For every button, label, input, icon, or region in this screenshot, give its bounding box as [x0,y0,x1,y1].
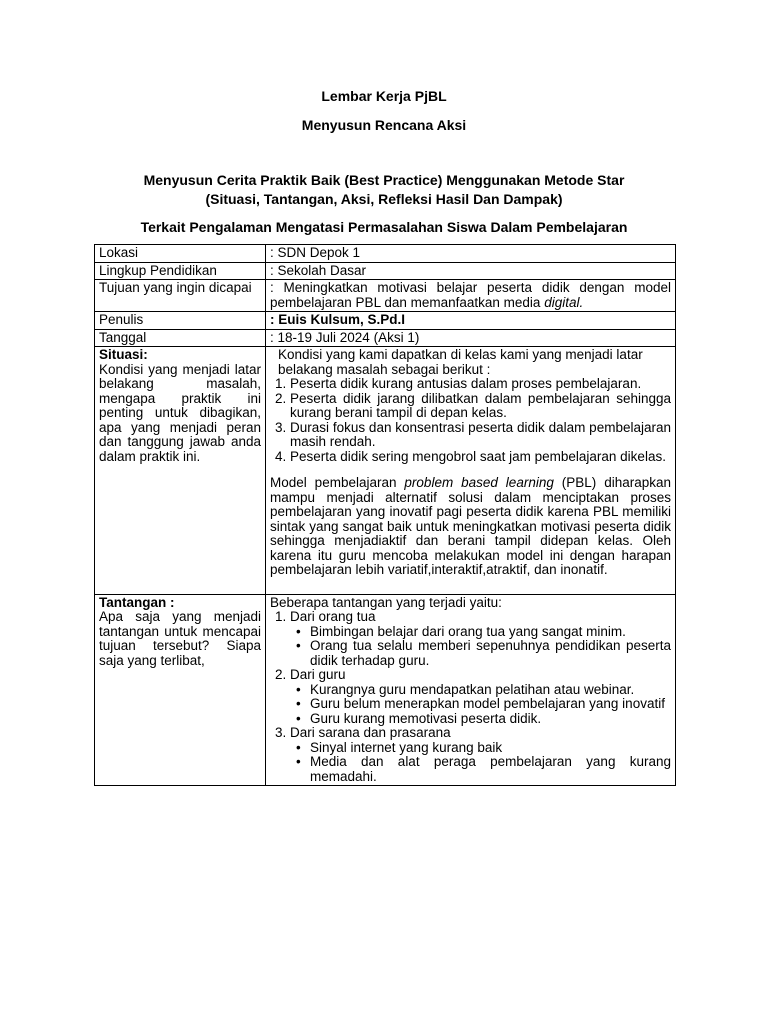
tantangan-group [290,610,671,668]
lingkup-label: Lingkup Pendidikan [95,262,266,280]
tanggal-label: Tanggal [95,329,266,347]
tantangan-left [95,594,266,786]
row-tantangan [95,594,676,786]
tantangan-point: • Media dan alat peraga pembelajaran yang kurang memadahi. [310,755,671,784]
tantangan-prompt: Apa saja yang menjadi tantangan untuk mencapai tujuan tersebut? Siapa saja yang terlibat, [99,609,261,668]
tujuan-value [266,280,676,312]
tantangan-points [290,625,671,669]
topic-heading: Terkait Pengalaman Mengatasi Permasalahan Siswa Dalam Pembelajaran [140,219,628,235]
row-penulis [95,312,676,330]
tujuan-label-text: Tujuan yang ingin dicapai [99,280,252,295]
tantangan-point: • Guru belum menerapkan model pembelajaran yang inovatif [310,697,671,712]
situasi-paragraph [270,476,671,578]
situasi-item: 2. Peserta didik jarang dilibatkan dalam pembelajaran sehingga kurang berani tampil di depan kelas. [290,392,671,421]
tantangan-group-title: Dari sarana dan prasarana [290,725,451,740]
situasi-para-rest: (PBL) diharapkan mampu menjadi alternatif solusi dalam menciptakan proses pembelajaran yang inovatif pagi peserta didik karena PBL memiliki sintak yang sangat baik untuk meningkatkan motivasi peserta didik sehingga menjadiaktif dan berani tampil didepan kelas. Oleh karena itu guru mencoba melakukan model ini dengan harapan pembelajaran lebih variatif,interaktif,atraktif, dan inonatif. [270,475,671,577]
tantangan-point: • Sinyal internet yang kurang baik [310,741,671,756]
row-tujuan [95,280,676,312]
worksheet-subtitle: Menyusun Rencana Aksi [301,117,467,133]
situasi-item: 3. Durasi fokus dan konsentrasi peserta didik dalam pembelajaran masih rendah. [290,421,671,450]
tantangan-points [290,741,671,785]
tantangan-points [290,683,671,727]
tantangan-list [270,610,671,784]
tantangan-group [290,726,671,784]
tantangan-heading: Tantangan : [99,594,175,610]
lokasi-label: Lokasi [95,245,266,263]
row-lingkup [95,262,676,280]
row-lokasi [95,245,676,263]
lingkup-value: : Sekolah Dasar [266,262,676,280]
situasi-prompt: Kondisi yang menjadi latar belakang masalah, mengapa praktik ini penting untuk dibagikan, apa yang menjadi peran dan tanggung jawab anda dalam praktik ini. [99,361,261,464]
situasi-item: 4. Peserta didik sering mengobrol saat jam pembelajaran dikelas. [290,450,671,465]
penulis-value: : Euis Kulsum, S.Pd.I [266,312,676,330]
tanggal-value: : 18-19 Juli 2024 (Aksi 1) [266,329,676,347]
situasi-intro: Kondisi yang kami dapatkan di kelas kami yang menjadi latar belakang masalah sebagai berikut : [278,347,643,377]
tantangan-point: • Kurangnya guru mendapatkan pelatihan atau webinar. [310,683,671,698]
tantangan-intro: Beberapa tantangan yang terjadi yaitu: [270,594,502,610]
star-method-heading-line1: Menyusun Cerita Praktik Baik (Best Practice) Menggunakan Metode Star [143,172,625,188]
tantangan-group [290,668,671,726]
worksheet-title: Lembar Kerja PjBL [321,88,447,104]
star-method-heading-line2: (Situasi, Tantangan, Aksi, Refleksi Hasil Dan Dampak) [205,191,563,207]
tantangan-point: • Guru kurang memotivasi peserta didik. [310,712,671,727]
situasi-para-start: Model pembelajaran [270,475,397,490]
tantangan-point: • Orang tua selalu memberi sepenuhnya pendidikan peserta didik terhadap guru. [310,639,671,668]
situasi-para-italic: problem based learning [404,475,554,490]
penulis-label: Penulis [95,312,266,330]
situasi-left [95,347,266,595]
tantangan-group-title: Dari guru [290,667,346,682]
situasi-heading: Situasi: [99,347,148,362]
action-plan-table [94,244,676,786]
row-situasi [95,347,676,595]
situasi-list [270,377,671,464]
tantangan-group-title: Dari orang tua [290,609,376,624]
tujuan-label [95,280,266,312]
lokasi-value: : SDN Depok 1 [266,245,676,263]
row-tanggal [95,329,676,347]
tantangan-right [266,594,676,786]
tujuan-value-italic: digital. [544,294,584,310]
tantangan-point: • Bimbingan belajar dari orang tua yang sangat minim. [310,625,671,640]
situasi-item: 1. Peserta didik kurang antusias dalam proses pembelajaran. [290,377,671,392]
tujuan-value-main: : Meningkatkan motivasi belajar peserta didik dengan model pembelajaran PBL dan memanfaatkan media [270,280,671,310]
situasi-right [266,347,676,595]
